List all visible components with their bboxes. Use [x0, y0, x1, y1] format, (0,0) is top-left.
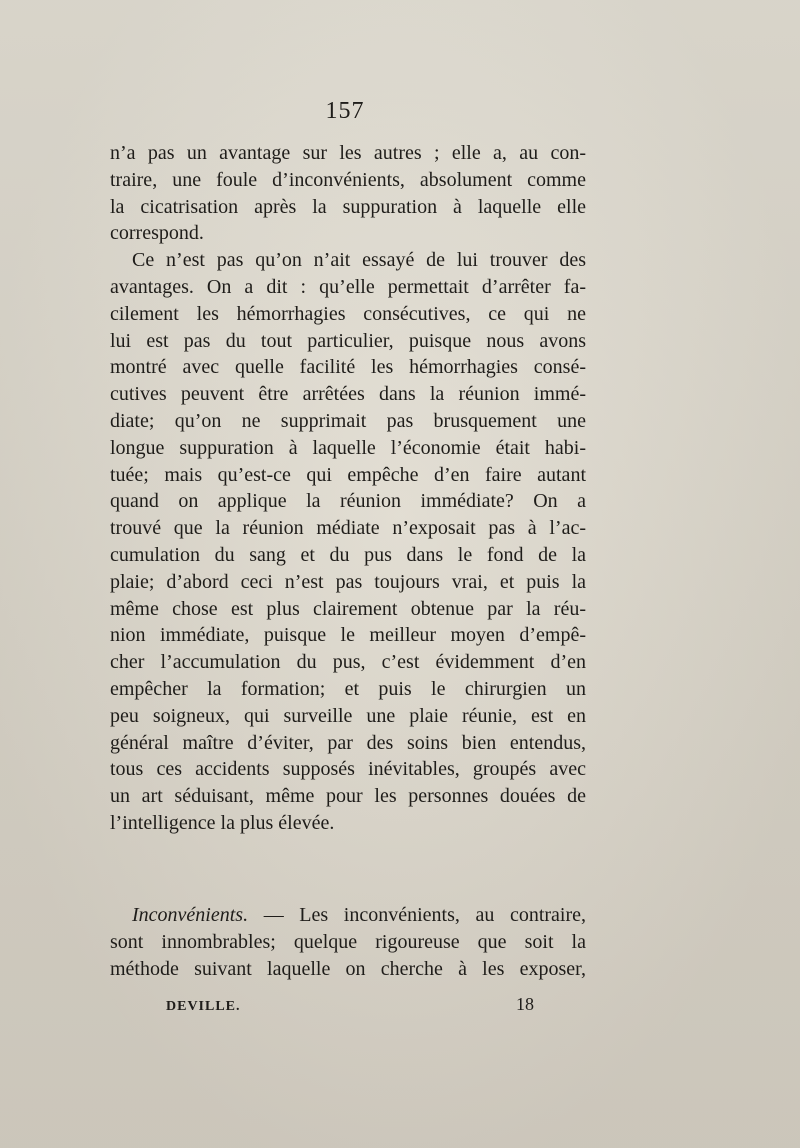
text-line: traire, une foule d’inconvénients, absolument comme	[110, 168, 586, 191]
text-line: un art séduisant, même pour les personnes douées de	[110, 785, 586, 808]
text-line: cilement les hémorrhagies consécutives, ce qui ne	[110, 302, 586, 325]
text-line: tuée; mais qu’est-ce qui empêche d’en faire autant	[110, 463, 586, 486]
text-line: la cicatrisation après la suppuration à laquelle elle	[110, 195, 586, 218]
text-line: lui est pas du tout particulier, puisque nous avons	[110, 329, 586, 352]
text-line: montré avec quelle facilité les hémorrhagies consé-	[110, 356, 586, 379]
text-line: tous ces accidents supposés inévitables, groupés avec	[110, 758, 586, 781]
text-line: longue suppuration à laquelle l’économie était habi-	[110, 436, 586, 459]
section-first-line	[110, 902, 586, 929]
section-text	[110, 902, 586, 982]
text-line: cutives peuvent être arrêtées dans la réunion immé-	[110, 383, 586, 406]
text-line: diate; qu’on ne supprimait pas brusquement une	[110, 409, 586, 432]
text-line: cumulation du sang et du pus dans le fond de la	[110, 543, 586, 566]
text-line: l’intelligence la plus élevée.	[110, 811, 335, 834]
text-line: plaie; d’abord ceci n’est pas toujours vrai, et puis la	[110, 570, 586, 593]
sheet-number: 18	[516, 994, 534, 1014]
text-line: correspond.	[110, 222, 204, 245]
text-line: quand on applique la réunion immédiate? On a	[110, 490, 586, 513]
text-line: nion immédiate, puisque le meilleur moyen d’empê-	[110, 624, 586, 647]
section-heading: Inconvénients.	[132, 904, 249, 926]
text-line: méthode suivant laquelle on cherche à les exposer,	[110, 957, 586, 980]
text-line: avantages. On a dit : qu’elle permettait d’arrêter fa-	[110, 275, 586, 298]
text-line: n’a pas un avantage sur les autres ; elle a, au con-	[110, 142, 586, 164]
main-text	[110, 140, 586, 837]
text-line: peu soigneux, qui surveille une plaie réunie, est en	[110, 704, 586, 727]
text-line: empêcher la formation; et puis le chirurgien un	[110, 677, 586, 700]
page-number: 157	[325, 98, 365, 124]
text-line: général maître d’éviter, par des soins bien entendus,	[110, 731, 586, 754]
text-line: Ce n’est pas qu’on n’ait essayé de lui trouver des	[132, 249, 586, 272]
printer-signature: DEVILLE.	[166, 999, 241, 1014]
text-line: cher l’accumulation du pus, c’est évidemment d’en	[110, 651, 586, 674]
text-line: même chose est plus clairement obtenue par la réu-	[110, 597, 586, 620]
text-line: — Les inconvénients, au contraire,	[263, 904, 587, 926]
text-line: sont innombrables; quelque rigoureuse que soit la	[110, 930, 586, 953]
text-line: trouvé que la réunion médiate n’exposait pas à l’ac-	[110, 517, 586, 540]
